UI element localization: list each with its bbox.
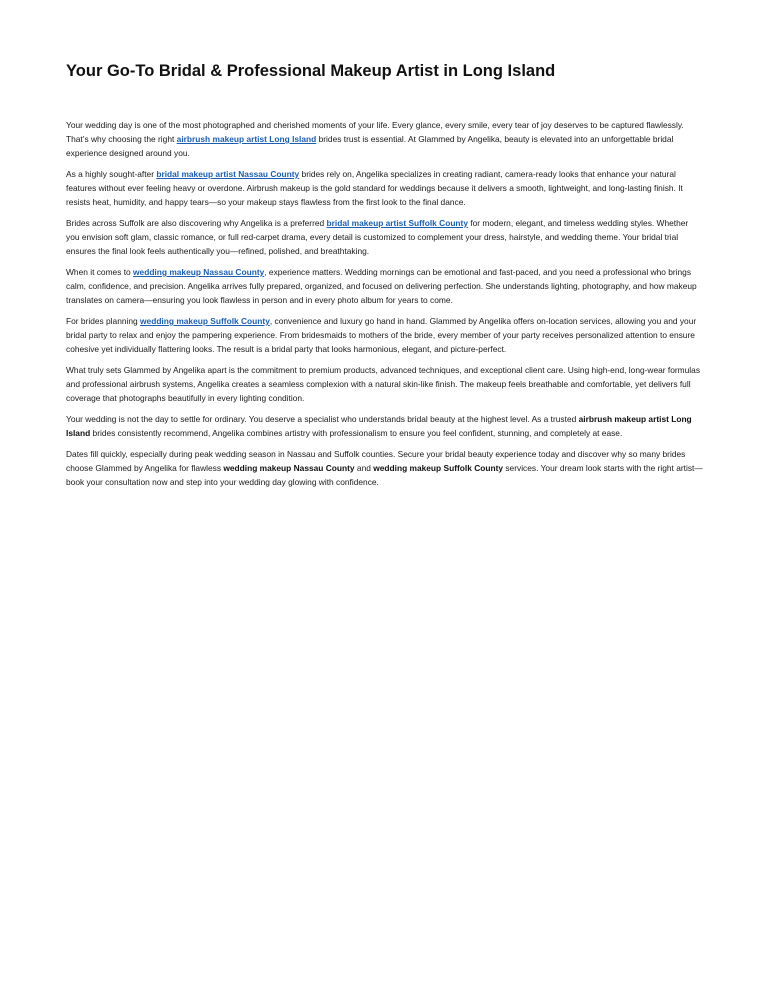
page-title: Your Go-To Bridal & Professional Makeup Artist in Long Island xyxy=(66,62,556,80)
paragraph-text: brides rely on, Angelika specializes in creating radiant, camera-ready looks that enhance your natural features without ever feeling heavy or overdone. Airbrush makeup is the gold standard for weddings because it delivers a smooth, lightweight, and long-lasting finish. It resists heat, humidity, and happy tears—so your makeup stays flawless from the first look to the final dance. xyxy=(66,169,683,207)
paragraph-text: Your wedding is not the day to settle for ordinary. You deserve a specialist who understands bridal beauty at the highest level. As a trusted xyxy=(66,414,579,424)
link-airbrush-makeup-artist-long-island[interactable]: airbrush makeup artist Long Island xyxy=(176,134,317,144)
link-bridal-makeup-artist-nassau-county[interactable]: bridal makeup artist Nassau County xyxy=(156,169,300,179)
paragraph-text: , experience matters. Wedding mornings can be emotional and fast-paced, and you need a professional who brings calm, confidence, and precision. Angelika arrives fully prepared, organized, and focused on delivering perfection. She understands lighting, photography, and how makeup translates on camera—ensuring you look flawless in person and in every photo album for years to come. xyxy=(66,267,697,305)
paragraph-text: brides trust is essential. At Glammed by Angelika, beauty is elevated into an unforgettable bridal experience designed around you. xyxy=(66,134,674,158)
paragraph-intro xyxy=(66,118,704,160)
paragraph-premium-products: What truly sets Glammed by Angelika apart is the commitment to premium products, advanced techniques, and exceptional client care. Using high-end, long-wear formulas and professional airbrush systems, Angelika creates a seamless complexion with a natural skin-like finish. The makeup feels breathable and comfortable, yet delivers full coverage that photographs beautifully in every lighting condition. xyxy=(66,365,701,403)
bold-wedding-makeup-nassau-county: wedding makeup Nassau County xyxy=(223,463,355,473)
paragraph-text: and xyxy=(354,463,374,473)
paragraph-suffolk-bridal xyxy=(66,216,704,258)
paragraph-text: Brides across Suffolk are also discovering why Angelika is a preferred xyxy=(66,218,327,228)
paragraph-text: As a highly sought-after xyxy=(66,169,157,179)
link-bridal-makeup-artist-suffolk-county[interactable]: bridal makeup artist Suffolk County xyxy=(326,218,468,228)
link-wedding-makeup-suffolk-county[interactable]: wedding makeup Suffolk County xyxy=(140,316,270,326)
bold-airbrush-makeup-artist-long-island: airbrush makeup artist Long Island xyxy=(66,414,692,438)
paragraph-text: Dates fill quickly, especially during peak wedding season in Nassau and Suffolk counties. Secure your bridal beauty experience today and discover why so many brides choose Glammed by Angelika for flawless xyxy=(66,449,686,473)
paragraph-book-now xyxy=(66,447,704,489)
link-wedding-makeup-nassau-county[interactable]: wedding makeup Nassau County xyxy=(133,267,265,277)
paragraph-text: Your wedding day is one of the most photographed and cherished moments of your life. Every glance, every smile, every tear of joy deserves to be captured flawlessly. That’s why choosing the right xyxy=(66,120,684,144)
paragraph-nassau-bridal xyxy=(66,167,704,209)
paragraph-suffolk-wedding xyxy=(66,314,704,356)
paragraph-settle xyxy=(66,412,704,440)
paragraph-nassau-wedding xyxy=(66,265,704,307)
paragraph-text: When it comes to xyxy=(66,267,134,277)
paragraph-text: for modern, elegant, and timeless wedding styles. Whether you envision soft glam, classic romance, or full red-carpet drama, every detail is customized to complement your dress, hairstyle, and wedding theme. Your bridal trial ensures the final look feels authentically you—refined, polished, and breathtaking. xyxy=(66,218,689,256)
bold-wedding-makeup-suffolk-county: wedding makeup Suffolk County xyxy=(373,463,504,473)
paragraph-text: services. Your dream look starts with the right artist—book your consultation now and step into your wedding day glowing with confidence. xyxy=(66,463,703,487)
paragraph-text: brides consistently recommend, Angelika combines artistry with professionalism to ensure you feel confident, stunning, and completely at ease. xyxy=(90,428,623,438)
paragraph-text: , convenience and luxury go hand in hand. Glammed by Angelika offers on-location services, allowing you and your bridal party to relax and enjoy the pampering experience. From bridesmaids to mothers of the bride, every member of your party receives personalized attention to ensure cohesive yet individually flattering looks. The result is a bridal party that looks harmonious, elegant, and picture-perfect. xyxy=(66,316,697,354)
paragraph-text: For brides planning xyxy=(66,316,141,326)
